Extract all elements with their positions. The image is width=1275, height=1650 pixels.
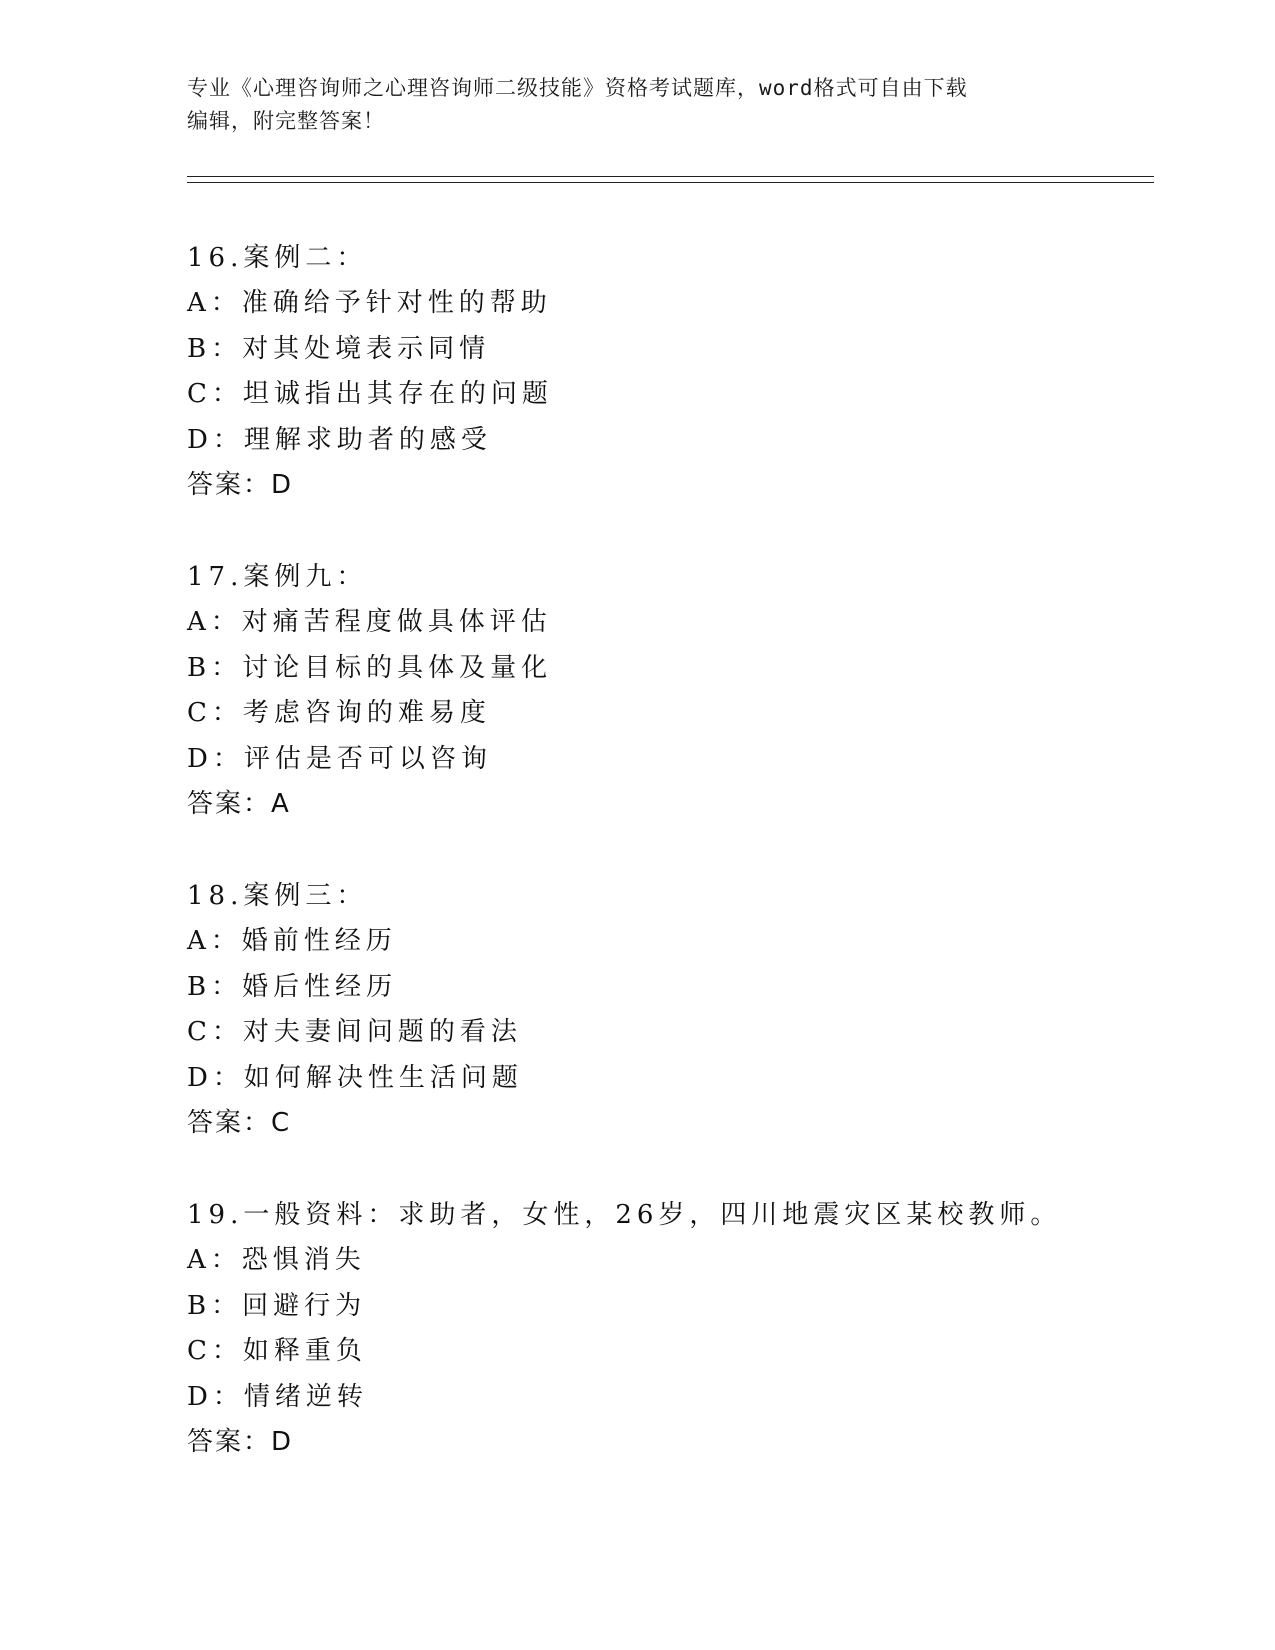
question-16 [187,236,1187,508]
answer-line: 答案：C [187,1107,292,1138]
option-a: A：对痛苦程度做具体评估 [187,607,552,638]
option-a: A：婚前性经历 [187,926,397,957]
answer-line: 答案：A [187,788,291,819]
option-d: D：情绪逆转 [187,1381,368,1412]
option-c: C：对夫妻间问题的看法 [187,1017,522,1048]
option-c: C：如释重负 [187,1336,367,1367]
option-d: D：理解求助者的感受 [187,424,492,455]
header-divider-bottom [187,182,1154,183]
option-c: C：考虑咨询的难易度 [187,698,491,729]
question-stem: 16.案例二： [187,243,368,273]
option-a: A：恐惧消失 [187,1245,366,1276]
answer-line: 答案：D [187,469,294,500]
header-divider-top [187,176,1154,177]
option-c: C：坦诚指出其存在的问题 [187,379,553,410]
question-17 [187,555,1187,827]
header-line-1: 专业《心理咨询师之心理咨询师二级技能》资格考试题库，word格式可自由下载 [187,76,968,100]
option-d: D：如何解决性生活问题 [187,1062,523,1093]
option-a: A：准确给予针对性的帮助 [187,288,552,319]
option-d: D：评估是否可以咨询 [187,743,492,774]
question-stem: 19.一般资料：求助者，女性，26岁，四川地震灾区某校教师。 [187,1200,1062,1230]
question-stem: 18.案例三： [187,881,368,911]
option-b: B：对其处境表示同情 [187,333,491,364]
question-18 [187,874,1187,1146]
option-b: B：婚后性经历 [187,971,398,1002]
question-19 [187,1193,1187,1465]
question-stem: 17.案例九： [187,562,368,592]
header-line-2: 编辑，附完整答案！ [187,109,385,133]
option-b: B：回避行为 [187,1290,367,1321]
answer-line: 答案：D [187,1426,294,1457]
document-header [187,72,1087,138]
option-b: B：讨论目标的具体及量化 [187,652,553,683]
